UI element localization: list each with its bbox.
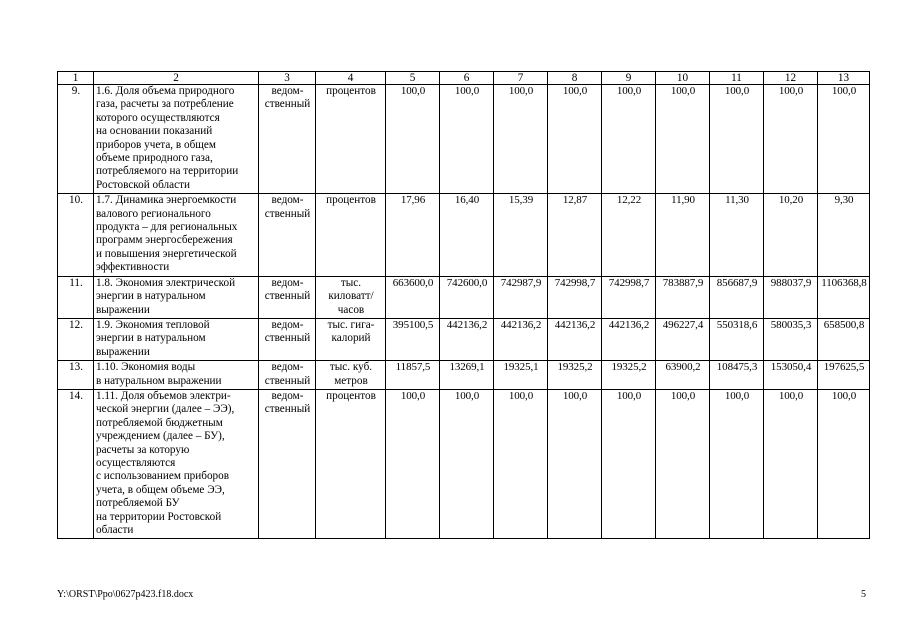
value-cell: 63900,2	[656, 361, 710, 390]
table-row	[58, 361, 870, 390]
indicator-line: 1.8. Экономия электрической	[96, 276, 236, 289]
row-number: 10.	[58, 194, 94, 276]
indicator-type	[259, 194, 316, 276]
type-line: ведом-	[271, 361, 304, 374]
value-cell: 197625,5	[818, 361, 870, 390]
unit-line: тыс. куб.	[329, 361, 373, 374]
value-cell: 100,0	[656, 85, 710, 194]
header-cell: 12	[764, 72, 818, 85]
indicator-type	[259, 276, 316, 318]
table-row	[58, 194, 870, 276]
header-cell: 11	[710, 72, 764, 85]
indicator-line: программ энергосбережения	[96, 234, 233, 247]
value-cell: 100,0	[764, 85, 818, 194]
value-cell: 742600,0	[440, 276, 494, 318]
unit-line: часов	[337, 303, 365, 316]
type-line: ведом-	[271, 85, 304, 97]
type-line: ведом-	[271, 276, 304, 289]
type-line: ственный	[264, 290, 311, 303]
file-path: Y:\ORST\Ppo\0627p423.f18.docx	[57, 589, 194, 600]
unit-line: киловатт/	[328, 290, 374, 303]
value-cell: 108475,3	[710, 361, 764, 390]
indicator-line: потребляемого на территории	[96, 165, 239, 178]
indicator-line: 1.10. Экономия воды	[96, 361, 196, 374]
indicator-type	[259, 85, 316, 194]
type-line: ственный	[264, 207, 311, 220]
indicator-line: потребляемой бюджетным	[96, 416, 223, 429]
header-cell: 10	[656, 72, 710, 85]
indicator-name	[94, 85, 259, 194]
table-row	[58, 318, 870, 360]
type-line: ведом-	[271, 318, 304, 331]
row-number: 9.	[58, 85, 94, 194]
value-cell: 100,0	[818, 85, 870, 194]
value-cell: 19325,2	[602, 361, 656, 390]
indicator-line: учреждением (далее – БУ),	[96, 430, 225, 443]
header-cell: 5	[386, 72, 440, 85]
indicator-line: Ростовской области	[96, 178, 190, 191]
table-row	[58, 85, 870, 194]
indicators-table	[57, 71, 870, 539]
value-cell: 742987,9	[494, 276, 548, 318]
type-line: ственный	[264, 374, 311, 387]
table-row	[58, 389, 870, 538]
indicator-line: энергии в натуральном	[96, 332, 206, 345]
indicator-line: газа, расчеты за потребление	[96, 98, 234, 111]
unit-of-measure	[316, 318, 386, 360]
row-number: 14.	[58, 389, 94, 538]
unit-of-measure	[316, 361, 386, 390]
indicator-type	[259, 389, 316, 538]
header-cell: 3	[259, 72, 316, 85]
value-cell: 13269,1	[440, 361, 494, 390]
value-cell: 988037,9	[764, 276, 818, 318]
value-cell: 153050,4	[764, 361, 818, 390]
unit-line: метров	[334, 374, 368, 387]
unit-line: процентов	[326, 85, 376, 97]
unit-line: тыс. гига-	[327, 318, 375, 331]
indicator-line: 1.11. Доля объемов электри-	[96, 389, 231, 402]
value-cell: 11857,5	[386, 361, 440, 390]
value-cell: 783887,9	[656, 276, 710, 318]
type-line: ведом-	[271, 389, 304, 402]
value-cell: 100,0	[440, 389, 494, 538]
type-line: ственный	[264, 98, 311, 111]
indicator-line: осуществляются	[96, 456, 176, 469]
indicator-line: учета, в общем объеме ЭЭ,	[96, 483, 225, 496]
page-number: 5	[861, 589, 866, 600]
value-cell: 100,0	[818, 389, 870, 538]
value-cell: 100,0	[710, 85, 764, 194]
value-cell: 19325,1	[494, 361, 548, 390]
indicator-line: 1.9. Экономия тепловой	[96, 318, 210, 331]
indicator-line: энергии в натуральном	[96, 290, 206, 303]
indicator-line: расчеты за которую	[96, 443, 190, 456]
value-cell: 856687,9	[710, 276, 764, 318]
header-cell: 7	[494, 72, 548, 85]
indicator-name	[94, 389, 259, 538]
value-cell: 100,0	[494, 389, 548, 538]
value-cell: 100,0	[548, 389, 602, 538]
indicator-line: выражении	[96, 345, 150, 358]
value-cell: 100,0	[386, 85, 440, 194]
indicator-name	[94, 361, 259, 390]
value-cell: 550318,6	[710, 318, 764, 360]
unit-of-measure	[316, 194, 386, 276]
header-cell: 1	[58, 72, 94, 85]
value-cell: 442136,2	[602, 318, 656, 360]
value-cell: 395100,5	[386, 318, 440, 360]
indicator-line: выражении	[96, 303, 150, 316]
indicator-line: продукта – для региональных	[96, 221, 238, 234]
row-number: 13.	[58, 361, 94, 390]
value-cell: 17,96	[386, 194, 440, 276]
indicator-line: валового регионального	[96, 207, 211, 220]
value-cell: 442136,2	[494, 318, 548, 360]
value-cell: 442136,2	[440, 318, 494, 360]
header-cell: 8	[548, 72, 602, 85]
value-cell: 742998,7	[602, 276, 656, 318]
value-cell: 9,30	[818, 194, 870, 276]
indicator-line: эффективности	[96, 261, 170, 274]
indicator-line: 1.6. Доля объема природного	[96, 85, 235, 97]
value-cell: 100,0	[494, 85, 548, 194]
value-cell: 1106368,8	[818, 276, 870, 318]
unit-of-measure	[316, 276, 386, 318]
indicator-line: и повышения энергетической	[96, 247, 237, 260]
value-cell: 16,40	[440, 194, 494, 276]
type-line: ведом-	[271, 194, 304, 207]
indicator-line: на территории Ростовской	[96, 510, 222, 523]
unit-line: процентов	[326, 194, 376, 207]
value-cell: 100,0	[602, 389, 656, 538]
indicator-line: приборов учета, в общем	[96, 138, 216, 151]
value-cell: 100,0	[764, 389, 818, 538]
indicator-name	[94, 276, 259, 318]
row-number: 12.	[58, 318, 94, 360]
value-cell: 100,0	[710, 389, 764, 538]
header-cell: 4	[316, 72, 386, 85]
value-cell: 442136,2	[548, 318, 602, 360]
indicator-line: объеме природного газа,	[96, 152, 213, 165]
table-row	[58, 276, 870, 318]
value-cell: 100,0	[656, 389, 710, 538]
unit-of-measure	[316, 389, 386, 538]
row-number: 11.	[58, 276, 94, 318]
unit-of-measure	[316, 85, 386, 194]
value-cell: 663600,0	[386, 276, 440, 318]
indicator-line: с использованием приборов	[96, 470, 230, 483]
value-cell: 658500,8	[818, 318, 870, 360]
value-cell: 11,30	[710, 194, 764, 276]
indicator-line: которого осуществляются	[96, 111, 220, 124]
value-cell: 12,87	[548, 194, 602, 276]
type-line: ственный	[264, 332, 311, 345]
header-cell: 2	[94, 72, 259, 85]
indicator-name	[94, 318, 259, 360]
indicator-line: на основании показаний	[96, 125, 213, 138]
indicator-type	[259, 361, 316, 390]
type-line: ственный	[264, 403, 311, 416]
unit-line: калорий	[331, 332, 371, 345]
indicator-name	[94, 194, 259, 276]
indicator-line: в натуральном выражении	[96, 374, 222, 387]
indicator-line: 1.7. Динамика энергоемкости	[96, 194, 237, 207]
value-cell: 12,22	[602, 194, 656, 276]
value-cell: 100,0	[602, 85, 656, 194]
value-cell: 10,20	[764, 194, 818, 276]
indicator-line: ческой энергии (далее – ЭЭ),	[96, 403, 235, 416]
indicator-type	[259, 318, 316, 360]
unit-line: тыс.	[340, 276, 362, 289]
indicator-line: потребляемой БУ	[96, 497, 180, 510]
header-cell: 9	[602, 72, 656, 85]
header-cell: 6	[440, 72, 494, 85]
value-cell: 496227,4	[656, 318, 710, 360]
value-cell: 100,0	[440, 85, 494, 194]
value-cell: 580035,3	[764, 318, 818, 360]
header-cell: 13	[818, 72, 870, 85]
value-cell: 742998,7	[548, 276, 602, 318]
value-cell: 100,0	[548, 85, 602, 194]
table-header-row	[58, 72, 870, 85]
value-cell: 19325,2	[548, 361, 602, 390]
unit-line: процентов	[326, 389, 376, 402]
value-cell: 11,90	[656, 194, 710, 276]
value-cell: 15,39	[494, 194, 548, 276]
value-cell: 100,0	[386, 389, 440, 538]
indicator-line: области	[96, 524, 134, 536]
